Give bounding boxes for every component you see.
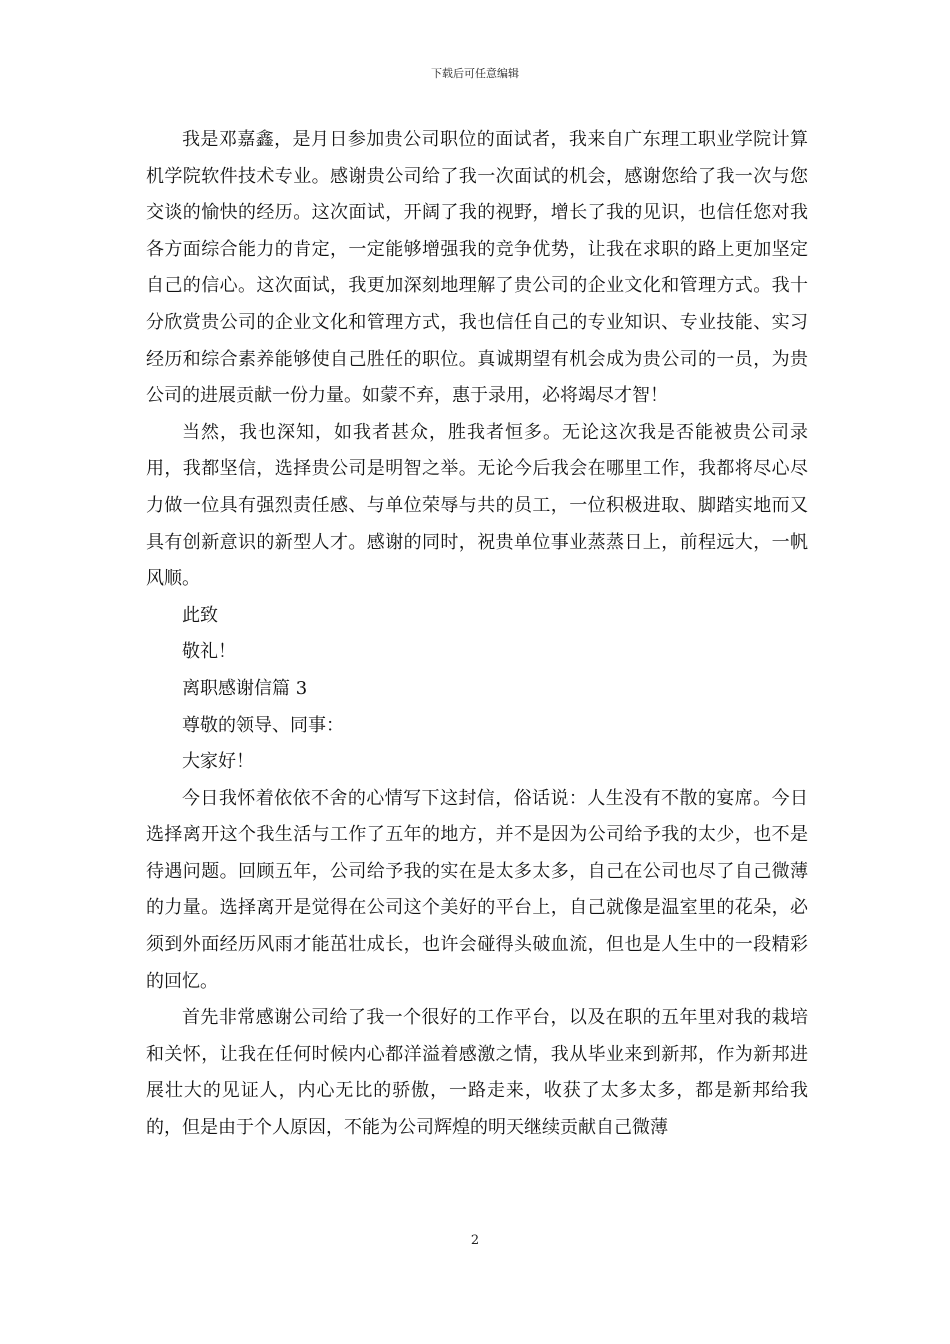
paragraph-interview-thanks: 我是邓嘉鑫，是月日参加贵公司职位的面试者，我来自广东理工职业学院计算机学院软件技术专业。感谢贵公司给了我一次面试的机会，感谢您给了我一次与您交谈的愉快的经历。这次面试，开阔了我的视野，增长了我的见识，也信任您对我各方面综合能力的肯定，一定能够增强我的竞争优势，让我在求职的路上更加坚定自己的信心。这次面试，我更加深刻地理解了贵公司的企业文化和管理方式。我十分欣赏贵公司的企业文化和管理方式，我也信任自己的专业知识、专业技能、实习经历和综合素养能够使自己胜任的职位。真诚期望有机会成为贵公司的一员，为贵公司的进展贡献一份力量。如蒙不弃，惠于录用，必将竭尽才智！ bbox=[146, 129, 808, 407]
letter-greeting: 尊敬的领导、同事： bbox=[182, 714, 344, 736]
letter-hello: 大家好！ bbox=[182, 751, 254, 773]
salutation-jingli: 敬礼！ bbox=[182, 641, 236, 663]
salutation-cizhi: 此致 bbox=[182, 604, 218, 626]
section-title: 离职感谢信篇 3 bbox=[182, 677, 308, 699]
document-body bbox=[146, 122, 808, 1147]
page-header: 下载后可任意编辑 bbox=[431, 67, 519, 80]
paragraph-gratitude: 首先非常感谢公司给了我一个很好的工作平台，以及在职的五年里对我的栽培和关怀，让我在任何时候内心都洋溢着感激之情，我从毕业来到新邦，作为新邦进展壮大的见证人，内心无比的骄傲，一路走来，收获了太多太多，都是新邦给我的，但是由于个人原因，不能为公司辉煌的明天继续贡献自己微薄 bbox=[146, 1007, 808, 1139]
page-number: 2 bbox=[470, 1233, 480, 1248]
paragraph-closing-wishes: 当然，我也深知，如我者甚众，胜我者恒多。无论这次我是否能被贵公司录用，我都坚信，选择贵公司是明智之举。无论今后我会在哪里工作，我都将尽心尽力做一位具有强烈责任感、与单位荣辱与共的员工，一位积极进取、脚踏实地而又具有创新意识的新型人才。感谢的同时，祝贵单位事业蒸蒸日上，前程远大，一帆风顺。 bbox=[146, 421, 808, 590]
paragraph-farewell: 今日我怀着依依不舍的心情写下这封信，俗话说：人生没有不散的宴席。今日选择离开这个我生活与工作了五年的地方，并不是因为公司给予我的太少，也不是待遇问题。回顾五年，公司给予我的实在是太多太多，自己在公司也尽了自己微薄的力量。选择离开是觉得在公司这个美好的平台上，自己就像是温室里的花朵，必须到外面经历风雨才能茁壮成长，也许会碰得头破血流，但也是人生中的一段精彩的回忆。 bbox=[146, 787, 808, 992]
